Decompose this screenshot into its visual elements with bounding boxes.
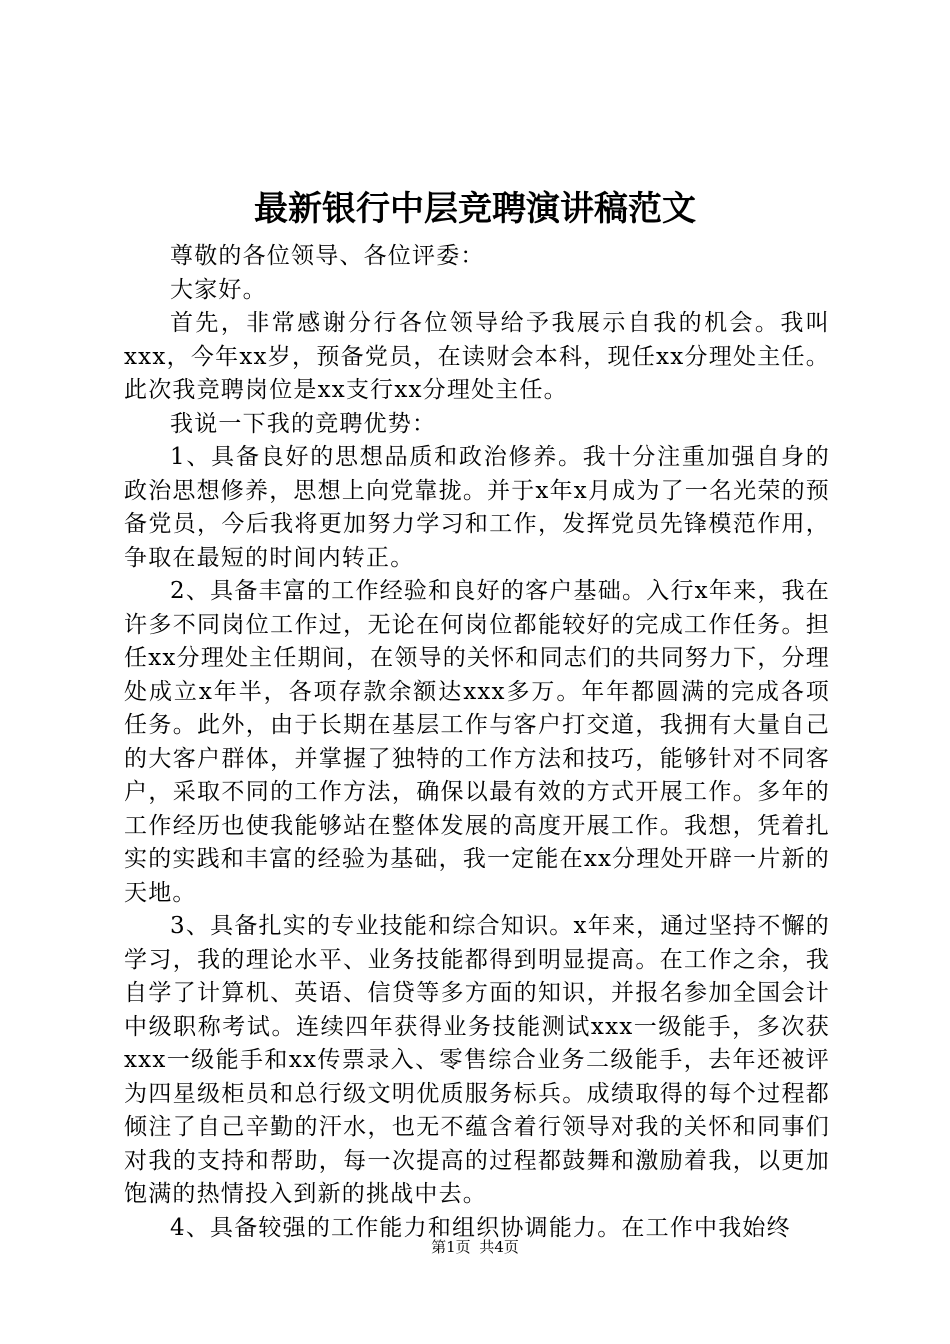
paragraph-introduction: 首先，非常感谢分行各位领导给予我展示自我的机会。我叫xxx，今年xx岁，预备党员，在读财会本科，现任xx分理处主任。此次我竞聘岗位是xx支行xx分理处主任。	[124, 310, 830, 403]
document-body	[124, 240, 830, 1245]
paragraph-advantage-4: 4、具备较强的工作能力和组织协调能力。在工作中我始终	[170, 1214, 791, 1241]
paragraph-greeting: 大家好。	[170, 276, 267, 303]
document-title: 最新银行中层竞聘演讲稿范文	[254, 189, 696, 229]
paragraph-advantages-heading: 我说一下我的竞聘优势：	[170, 410, 437, 437]
page-footer: 第1页 共4页	[431, 1238, 519, 1256]
paragraph-salutation: 尊敬的各位领导、各位评委：	[170, 243, 485, 269]
paragraph-advantage-2: 2、具备丰富的工作经验和良好的客户基础。入行x年来，我在许多不同岗位工作过，无论在何岗位都能较好的完成工作任务。担任xx分理处主任期间，在领导的关怀和同志们的共同努力下，分理处成立x年半，各项存款余额达xxx多万。年年都圆满的完成各项任务。此外，由于长期在基层工作与客户打交道，我拥有大量自己的大客户群体，并掌握了独特的工作方法和技巧，能够针对不同客户，采取不同的工作方法，确保以最有效的方式开展工作。多年的工作经历也使我能够站在整体发展的高度开展工作。我想，凭着扎实的实践和丰富的经验为基础，我一定能在xx分理处开辟一片新的天地。	[124, 578, 830, 906]
paragraph-advantage-3: 3、具备扎实的专业技能和综合知识。x年来，通过坚持不懈的学习，我的理论水平、业务技能都得到明显提高。在工作之余，我自学了计算机、英语、信贷等多方面的知识，并报名参加全国会计中级职称考试。连续四年获得业务技能测试xxx一级能手，多次获xxx一级能手和xx传票录入、零售综合业务二级能手，去年还被评为四星级柜员和总行级文明优质服务标兵。成绩取得的每个过程都倾注了自己辛勤的汗水，也无不蕴含着行领导对我的关怀和同事们对我的支持和帮助，每一次提高的过程都鼓舞和激励着我，以更加饱满的热情投入到新的挑战中去。	[124, 913, 830, 1207]
paragraph-advantage-1: 1、具备良好的思想品质和政治修养。我十分注重加强自身的政治思想修养，思想上向党靠拢。并于x年x月成为了一名光荣的预备党员，今后我将更加努力学习和工作，发挥党员先锋模范作用，争取在最短的时间内转正。	[124, 444, 830, 571]
